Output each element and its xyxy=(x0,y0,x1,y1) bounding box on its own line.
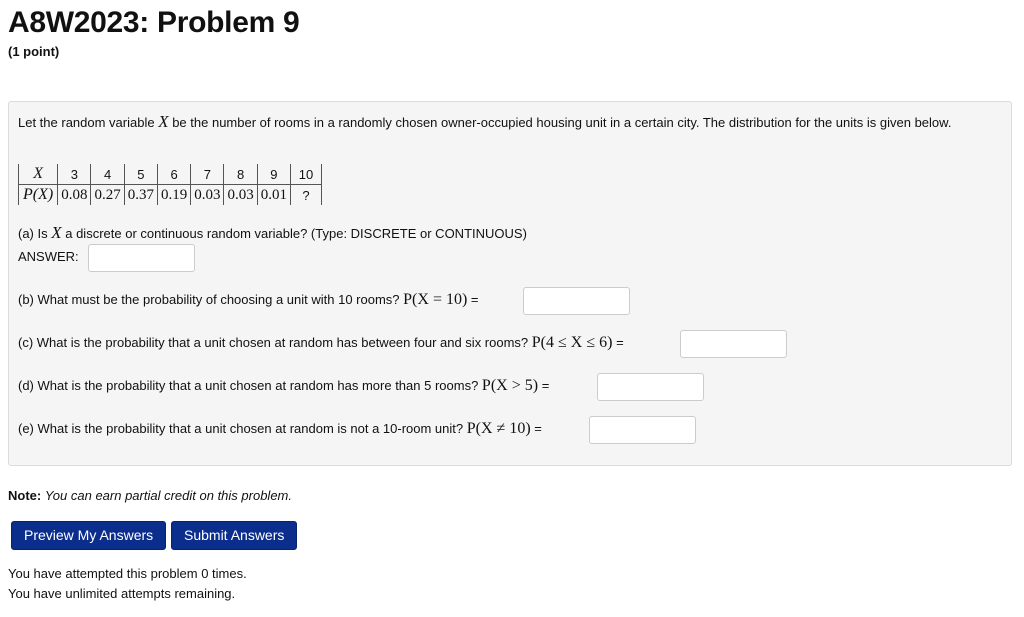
question-d-eq: = xyxy=(541,378,550,393)
question-e-math: P(X ≠ 10) xyxy=(466,420,531,437)
problem-prompt xyxy=(18,112,988,133)
x-value: 7 xyxy=(191,164,224,185)
question-a-text-after: a discrete or continuous random variable? (Type: DISCRETE or CONTINUOUS) xyxy=(61,226,527,241)
answer-b-input[interactable] xyxy=(523,287,630,315)
prompt-text-after: be the number of rooms in a randomly chosen owner-occupied housing unit in a certain city. The distribution for the units is given below. xyxy=(168,115,952,130)
x-value: 4 xyxy=(91,164,124,185)
p-value: 0.03 xyxy=(224,185,257,206)
question-b xyxy=(18,290,479,310)
p-value: 0.19 xyxy=(157,185,190,206)
preview-answers-button[interactable]: Preview My Answers xyxy=(11,521,166,550)
x-value: 3 xyxy=(58,164,91,185)
table-row-x xyxy=(19,164,322,185)
note-text: You can earn partial credit on this problem. xyxy=(44,488,292,503)
p-value: 0.27 xyxy=(91,185,124,206)
answer-c-input[interactable] xyxy=(680,330,787,358)
question-c-math: P(4 ≤ X ≤ 6) xyxy=(531,334,613,351)
question-b-eq: = xyxy=(470,292,479,307)
p-value-unknown: ? xyxy=(290,185,321,206)
row-label-x: X xyxy=(19,164,58,185)
p-value: 0.37 xyxy=(124,185,157,206)
answer-e-input[interactable] xyxy=(589,416,696,444)
prompt-text-before: Let the random variable xyxy=(18,115,159,130)
x-value: 10 xyxy=(290,164,321,185)
question-e-eq: = xyxy=(534,421,542,436)
attempts-remaining-text: You have unlimited attempts remaining. xyxy=(8,586,236,601)
question-c-eq: = xyxy=(616,335,624,350)
table-row-p xyxy=(19,185,322,206)
question-a xyxy=(18,223,527,244)
question-d-math: P(X > 5) xyxy=(481,377,539,394)
question-c-text: (c) What is the probability that a unit chosen at random has between four and six rooms? xyxy=(18,335,529,350)
submit-answers-button[interactable]: Submit Answers xyxy=(171,521,297,550)
x-value: 5 xyxy=(124,164,157,185)
question-b-text: (b) What must be the probability of choosing a unit with 10 rooms? xyxy=(18,292,400,307)
p-value: 0.03 xyxy=(191,185,224,206)
row-label-p: P(X) xyxy=(19,185,58,206)
x-value: 6 xyxy=(157,164,190,185)
p-value: 0.01 xyxy=(257,185,290,206)
page-title: A8W2023: Problem 9 xyxy=(8,6,300,39)
question-e-text: (e) What is the probability that a unit chosen at random is not a 10-room unit? xyxy=(18,421,464,436)
note-label: Note: xyxy=(8,488,42,503)
answer-label: ANSWER: xyxy=(18,249,79,264)
question-b-math: P(X = 10) xyxy=(403,291,468,308)
question-d-text: (d) What is the probability that a unit chosen at random has more than 5 rooms? xyxy=(18,378,479,393)
question-a-text-before: (a) Is xyxy=(18,226,52,241)
problem-panel xyxy=(8,101,1012,466)
points-label: (1 point) xyxy=(8,44,60,59)
question-d xyxy=(18,376,549,396)
prompt-variable: X xyxy=(158,112,169,131)
answer-a-input[interactable] xyxy=(88,244,195,272)
x-value: 8 xyxy=(224,164,257,185)
question-a-variable: X xyxy=(51,223,62,242)
answer-d-input[interactable] xyxy=(597,373,704,401)
question-c xyxy=(18,333,624,353)
attempts-count-text: You have attempted this problem 0 times. xyxy=(8,566,247,581)
question-e xyxy=(18,419,542,439)
p-value: 0.08 xyxy=(58,185,91,206)
partial-credit-note xyxy=(8,488,292,503)
distribution-table xyxy=(18,164,322,205)
x-value: 9 xyxy=(257,164,290,185)
